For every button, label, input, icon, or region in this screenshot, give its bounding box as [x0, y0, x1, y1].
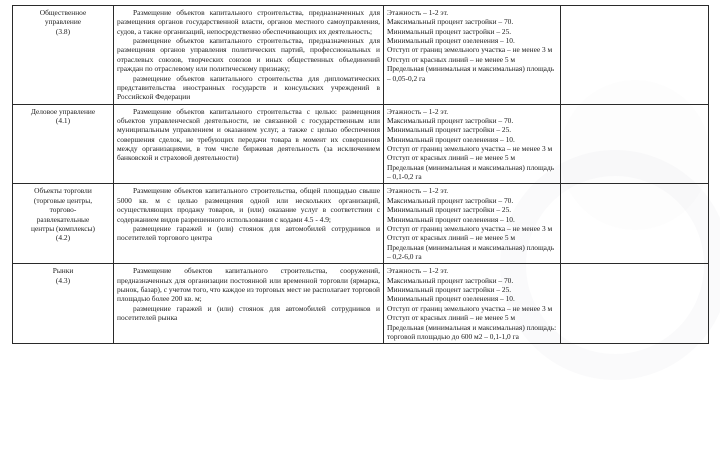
use-name-line: Общественное: [39, 8, 87, 17]
parameter-line: Максимальный процент застройки – 70.: [387, 275, 514, 285]
row-description-cell: [114, 264, 384, 344]
description-paragraph: размещение объектов капитального строительства для дипломатических представительства иностранных государств и консульских учреждений в Российской Федерации: [117, 73, 380, 102]
use-name-line: управление: [44, 17, 82, 27]
use-name-line: (торговые центры,: [33, 195, 93, 205]
use-code: (4.3): [55, 275, 71, 285]
parameter-line: Минимальный процент озеленения – 10.: [387, 134, 515, 144]
parameter-line: Минимальный процент застройки – 25.: [387, 285, 512, 295]
parameter-line: Предельная (минимальная и максимальная) площадь – 0,05-0,2 га: [387, 64, 555, 83]
use-name-line: Объекты торговли: [34, 186, 92, 196]
parameter-line: Этажность – 1-2 эт.: [387, 106, 449, 116]
parameter-line: Отступ от границ земельного участка – не менее 3 м: [387, 45, 553, 55]
row-parameters-cell: [384, 104, 561, 184]
parameter-line: Отступ от границ земельного участка – не менее 3 м: [387, 223, 553, 233]
row-use-name-cell: [13, 264, 114, 344]
use-name-line: Рынки: [52, 266, 74, 276]
parameter-line: Отступ от красных линий – не менее 5 м: [387, 313, 516, 323]
use-name-line: торгово-: [49, 205, 77, 215]
row-notes-cell: [561, 104, 709, 184]
row-description-cell: [114, 104, 384, 184]
parameter-line: Предельная (минимальная и максимальная) площадь – 0,2-6,0 га: [387, 242, 555, 261]
table-row: [13, 104, 709, 184]
use-code: (4.1): [55, 115, 71, 125]
use-name-line: центры (комплексы): [31, 223, 95, 233]
parameter-line: Максимальный процент застройки – 70.: [387, 195, 514, 205]
parameter-line: Минимальный процент застройки – 25.: [387, 205, 512, 215]
row-description-cell: [114, 6, 384, 105]
description-paragraph: Размещение объектов капитального строительства, предназначенных для размещения органов государственной власти, органов местного самоуправления, судов, а также организаций, непосредственно обеспечивающих их деятельность;: [117, 8, 380, 36]
parameter-line: Отступ от красных линий – не менее 5 м: [387, 233, 516, 243]
table-row: [13, 264, 709, 344]
parameter-line: Этажность – 1-2 эт.: [387, 8, 449, 17]
parameter-line: Максимальный процент застройки – 70.: [387, 115, 514, 125]
parameter-line: Предельная (минимальная и максимальная) площадь:: [387, 322, 557, 332]
row-use-name-cell: [13, 6, 114, 105]
parameter-line: Отступ от красных линий – не менее 5 м: [387, 153, 516, 163]
row-description-cell: [114, 184, 384, 264]
parameter-line: Предельная (минимальная и максимальная) площадь – 0,1-0,2 га: [387, 162, 555, 182]
description-paragraph: Размещение объектов капитального строительства с целью: размещения объектов управленческой деятельности, не связанной с государственным или муниципальным управлением и оказанием услуг, а также с целью обеспечения совершения сделок, не требующих передачи товара в момент их совершения между организациями, в том числе биржевая деятельность (за исключением банковской и страховой деятельности): [117, 106, 380, 163]
description-paragraph: размещение объектов капитального строительства, предназначенных для размещения органов управления политических партий, профессиональных и отраслевых союзов, творческих союзов и иных общественных объединений граждан по отраслевому или политическому признаку;: [117, 36, 380, 74]
use-code: (3.8): [55, 26, 71, 36]
parameter-line: Отступ от границ земельного участка – не менее 3 м: [387, 303, 553, 313]
table-row: [13, 6, 709, 105]
description-paragraph: Размещение объектов капитального строительства, сооружений, предназначенных для организации постоянной или временной торговли (ярмарка, рынок, базар), с учетом того, что каждое из торговых мест не располагает торговой площадью более 200 кв. м;: [117, 266, 380, 304]
row-notes-cell: [561, 6, 709, 105]
parameter-line: Отступ от границ земельного участка – не менее 3 м: [387, 144, 553, 154]
parameter-line: Отступ от красных линий – не менее 5 м: [387, 54, 516, 64]
zoning-regulations-table: [12, 5, 709, 344]
parameter-line: Минимальный процент озеленения – 10.: [387, 294, 515, 304]
description-paragraph: размещение гаражей и (или) стоянок для автомобилей сотрудников и посетителей рынка: [117, 303, 380, 323]
parameter-line: Минимальный процент озеленения – 10.: [387, 214, 515, 224]
use-name-line: развлекательные: [36, 214, 90, 224]
row-use-name-cell: [13, 184, 114, 264]
parameter-line: Минимальный процент застройки – 25.: [387, 125, 512, 135]
parameter-line: Минимальный процент застройки – 25.: [387, 26, 512, 36]
row-parameters-cell: [384, 6, 561, 105]
description-paragraph: Размещение объектов капитального строительства, общей площадью свыше 5000 кв. м с целью размещения одной или нескольких организаций, осуществляющих продажу товаров, и (или) оказание услуг в соответствии с содержанием видов разрешенного использования с кодами 4.5 - 4.9;: [117, 186, 380, 224]
parameter-line: Максимальный процент застройки – 70.: [387, 17, 514, 27]
table-row: [13, 184, 709, 264]
use-code: (4.2): [55, 233, 71, 243]
row-notes-cell: [561, 184, 709, 264]
parameter-line: торговой площадью до 600 м2 – 0,1-1,0 га: [387, 331, 519, 341]
row-parameters-cell: [384, 264, 561, 344]
parameter-line: Минимальный процент озеленения – 10.: [387, 36, 515, 46]
parameter-line: Этажность – 1-2 эт.: [387, 266, 449, 276]
row-use-name-cell: [13, 104, 114, 184]
row-notes-cell: [561, 264, 709, 344]
use-name-line: Деловое управление: [30, 106, 96, 116]
parameter-line: Этажность – 1-2 эт.: [387, 186, 449, 196]
row-parameters-cell: [384, 184, 561, 264]
description-paragraph: размещение гаражей и (или) стоянок для автомобилей сотрудников и посетителей торгового центра: [117, 223, 380, 243]
